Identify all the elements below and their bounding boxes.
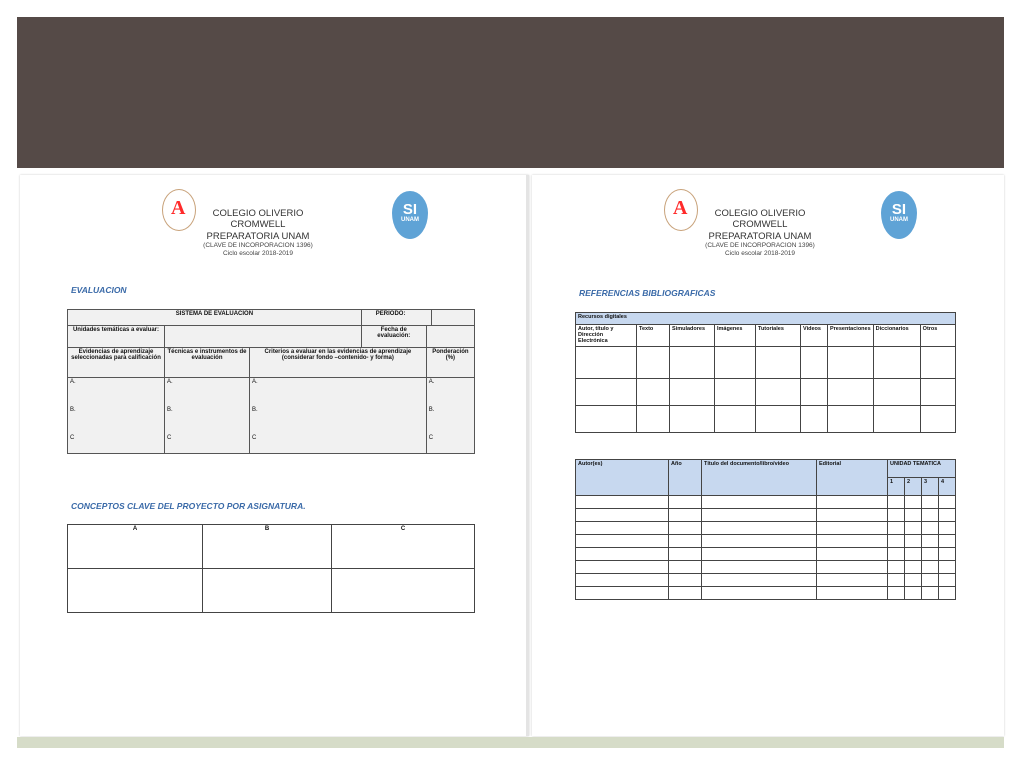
col-videos: Videos (801, 325, 828, 347)
school-subname: PREPARATORIA UNAM (708, 230, 812, 242)
si-unam-logo: SI UNAM (881, 191, 917, 239)
document-page-evaluacion (20, 175, 529, 736)
col-anio: Año (669, 460, 702, 496)
document-page-referencias (532, 175, 1004, 736)
col-evidencias: Evidencias de aprendizaje seleccionadas para calificación (68, 348, 165, 378)
recursos-digitales-table (575, 312, 956, 433)
table-row (576, 522, 956, 535)
unidad-3: 3 (921, 478, 938, 496)
col-tutoriales: Tutoriales (756, 325, 801, 347)
col-tecnicas: Técnicas e instrumentos de evaluación (165, 348, 250, 378)
col-imagenes: Imágenes (715, 325, 756, 347)
col-criterios: Criterios a evaluar en las evidencias de aprendizaje (considerar fondo –contenido- y forma) (250, 348, 427, 378)
school-name: COLEGIO OLIVERIO CROMWELL (212, 208, 304, 231)
bibliografia-table (575, 459, 956, 600)
recursos-header: Recursos digitales (576, 313, 956, 325)
table-row (576, 548, 956, 561)
table-row (576, 587, 956, 600)
school-header (188, 208, 328, 258)
fecha-label: Fecha de evaluación: (361, 326, 426, 348)
fecha-value (426, 326, 474, 348)
referencias-title: REFERENCIAS BIBLIOGRAFICAS (579, 288, 716, 298)
school-subname: PREPARATORIA UNAM (206, 230, 310, 242)
table-row (576, 561, 956, 574)
col-autor: Autor, título y Dirección Electrónica (576, 325, 637, 347)
conceptos-table (67, 524, 475, 613)
school-logo: A (664, 185, 696, 235)
periodo-value (432, 310, 475, 326)
col-unidad-tematica: UNIDAD TEMATICA (888, 460, 956, 478)
concept-col-c: C (332, 525, 475, 569)
periodo-cell: PERIODO: (361, 310, 431, 326)
school-ciclo: Ciclo escolar 2018-2019 (724, 249, 796, 257)
concept-cell (332, 569, 475, 613)
school-logo: A (162, 185, 194, 235)
col-autores: Autor(es) (576, 460, 669, 496)
school-clave: (CLAVE DE INCORPORACION 1396) (203, 242, 313, 250)
conceptos-title: CONCEPTOS CLAVE DEL PROYECTO POR ASIGNATURA. (71, 501, 306, 511)
table-row (576, 509, 956, 522)
si-unam-logo: SI UNAM (392, 191, 428, 239)
concept-cell (68, 569, 203, 613)
evaluacion-title: EVALUACION (71, 285, 127, 295)
school-ciclo: Ciclo escolar 2018-2019 (222, 249, 294, 257)
criterios-cell: A. B. C (250, 378, 427, 454)
col-titulo: Título del documento/libro/video (702, 460, 817, 496)
unidad-4: 4 (938, 478, 955, 496)
slide-title-banner (17, 17, 1004, 168)
evaluation-table (67, 309, 475, 454)
col-simuladores: Simuladores (670, 325, 715, 347)
table-row (576, 535, 956, 548)
table-row (576, 574, 956, 587)
unidades-label: Unidades temáticas a evaluar: (68, 326, 165, 348)
school-clave: (CLAVE DE INCORPORACION 1396) (705, 242, 815, 250)
school-header (690, 208, 830, 258)
school-name: COLEGIO OLIVERIO CROMWELL (714, 208, 806, 231)
concept-cell (203, 569, 332, 613)
tecnicas-cell: A. B. C (165, 378, 250, 454)
concept-col-a: A (68, 525, 203, 569)
unidad-1: 1 (888, 478, 905, 496)
table-row (576, 496, 956, 509)
evidencias-cell: A. B. C (68, 378, 165, 454)
unidad-2: 2 (904, 478, 921, 496)
slide-bottom-band (17, 737, 1004, 748)
col-otros: Otros (920, 325, 955, 347)
col-editorial: Editorial (817, 460, 888, 496)
sistema-cell: SISTEMA DE EVALUACION (68, 310, 362, 326)
unidades-value (165, 326, 362, 348)
col-presentaciones: Presentaciones (828, 325, 874, 347)
ponderacion-cell: A. B. C (426, 378, 474, 454)
concept-col-b: B (203, 525, 332, 569)
col-diccionarios: Diccionarios (873, 325, 920, 347)
col-ponderacion: Ponderación (%) (426, 348, 474, 378)
col-texto: Texto (637, 325, 670, 347)
